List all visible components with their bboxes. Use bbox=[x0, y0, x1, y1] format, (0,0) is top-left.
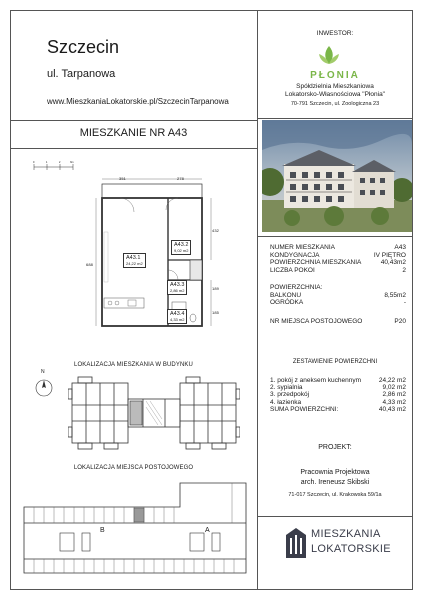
summary-table bbox=[270, 377, 406, 413]
street-name: ul. Tarpanowa bbox=[47, 68, 116, 80]
compass-letter: N bbox=[41, 369, 45, 375]
project-address: 71-017 Szczecin, ul. Krakowska 59/1a bbox=[288, 492, 382, 498]
investor-name-1: Spółdzielnia Mieszkaniowa bbox=[296, 83, 374, 90]
info-row: NUMER MIESZKANIA A43 bbox=[270, 244, 406, 251]
info-row: KONDYGNACJA IV PIĘTRO bbox=[270, 251, 406, 259]
room-label-A43-4: A43.4 4,33 m2 bbox=[167, 309, 187, 324]
plonia-logo-icon bbox=[314, 44, 344, 70]
building-plan bbox=[68, 375, 240, 453]
location-building-label: LOKALIZACJA MIESZKANIA W BUDYNKU bbox=[74, 362, 193, 368]
parking-row: NR MIEJSCA POSTOJOWEGO P20 bbox=[270, 317, 406, 325]
location-parking-label: LOKALIZACJA MIEJSCA POSTOJOWEGO bbox=[73, 465, 194, 471]
brand-line1: MIESZKANIA bbox=[311, 528, 381, 540]
divider-project bbox=[257, 516, 413, 517]
room-label-A43-3: A43.3 2,86 m2 bbox=[167, 280, 187, 295]
project-title: PROJEKT: bbox=[318, 444, 352, 451]
room-label-A43-1: A43.1 24,22 m2 bbox=[123, 253, 146, 268]
summary-row: 2. sypialnia 9,02 m2 bbox=[270, 384, 406, 392]
plonia-logo-text: PŁONIA bbox=[310, 70, 360, 81]
divider-title bbox=[10, 148, 257, 149]
svg-text:2: 2 bbox=[59, 161, 61, 164]
project-line2: arch. Ireneusz Skibski bbox=[300, 479, 370, 486]
svg-text:0: 0 bbox=[33, 161, 35, 164]
brand-logo-icon bbox=[285, 527, 307, 559]
summary-total: SUMA POWIERZCHNI: 40,43 m2 bbox=[270, 405, 406, 413]
info-row: LICZBA POKOI 2 bbox=[270, 266, 406, 274]
investor-title: INWESTOR: bbox=[316, 30, 354, 37]
divider-investor bbox=[257, 118, 413, 119]
info-row: OGRÓDKA - bbox=[270, 299, 406, 306]
room-label-A43-2: A43.2 9,02 m2 bbox=[171, 240, 191, 255]
divider-photo bbox=[257, 236, 413, 237]
parking-letter-a: A bbox=[205, 527, 210, 534]
parking-plan bbox=[20, 477, 250, 577]
investor-address: 70-791 Szczecin, ul. Zoologiczna 23 bbox=[290, 101, 380, 107]
summary-row: 3. przedpokój 2,86 m2 bbox=[270, 391, 406, 399]
dim-3: 688 bbox=[86, 262, 93, 267]
area-title: POWIERZCHNIA: bbox=[270, 284, 323, 291]
summary-row: 4. łazienka 4,33 m2 bbox=[270, 398, 406, 406]
city-name: Szczecin bbox=[47, 37, 120, 57]
info-row: BALKONU 8,55m2 bbox=[270, 291, 406, 299]
apartment-title: MIESZKANIE NR A43 bbox=[79, 127, 188, 139]
apartment-info bbox=[270, 244, 406, 325]
investor-name-2: Lokatorsko-Własnościowa "Płonia" bbox=[285, 91, 385, 98]
dim-1: 351 bbox=[119, 176, 126, 181]
floor-plan bbox=[80, 172, 230, 332]
info-row: POWIERZCHNIA MIESZKANIA 40,43m2 bbox=[270, 259, 406, 266]
parking-letter-b: B bbox=[100, 527, 105, 534]
svg-text:1: 1 bbox=[46, 161, 48, 164]
divider-header bbox=[10, 120, 257, 121]
compass-icon bbox=[32, 375, 56, 399]
summary-row: 1. pokój z aneksem kuchennym 24,22 m2 bbox=[270, 377, 406, 384]
dim-5: 189 bbox=[212, 286, 219, 291]
dim-2: 278 bbox=[177, 176, 184, 181]
scale-bar bbox=[33, 160, 75, 174]
dim-4: 432 bbox=[212, 228, 219, 233]
building-photo bbox=[262, 120, 412, 232]
dim-6: 185 bbox=[212, 310, 219, 315]
website-link[interactable]: www.MieszkaniaLokatorskie.pl/SzczecinTarpanowa bbox=[47, 97, 229, 106]
brand-line2: LOKATORSKIE bbox=[311, 543, 391, 555]
svg-text:3m: 3m bbox=[70, 161, 74, 164]
summary-title: ZESTAWIENIE POWIERZCHNI bbox=[292, 359, 378, 365]
project-line1: Pracownia Projektowa bbox=[300, 469, 370, 476]
